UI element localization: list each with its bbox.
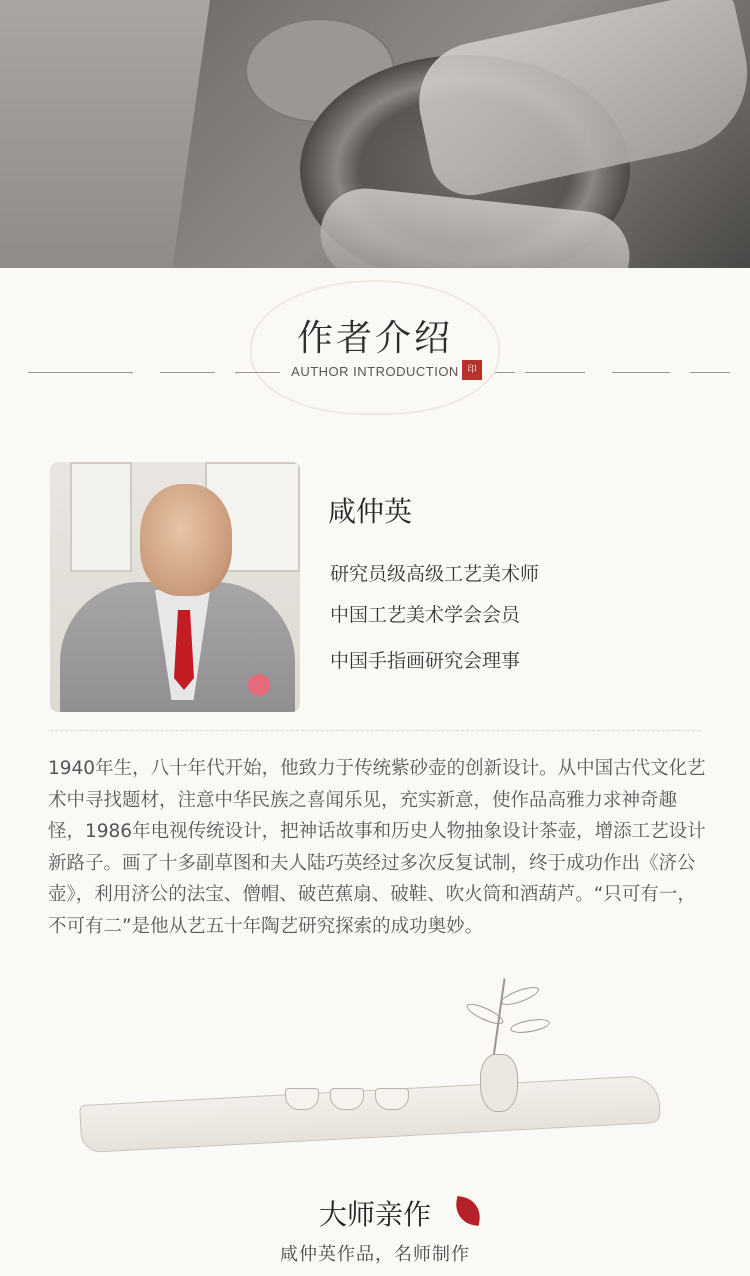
author-title: 研究员级高级工艺美术师	[330, 563, 540, 585]
author-portrait	[50, 462, 300, 712]
author-name: 咸仲英	[328, 495, 413, 528]
footer-subtitle: 咸仲英作品，名师制作	[280, 1244, 470, 1265]
section-title: 作者介绍	[296, 318, 453, 359]
footer-title: 大师亲作	[318, 1198, 431, 1231]
divider-line	[612, 372, 670, 373]
portrait-background-poster	[70, 462, 132, 572]
divider-line	[690, 372, 730, 373]
tea-cup-icon	[285, 1088, 319, 1110]
hero-hand-with-caliper	[408, 0, 750, 203]
tea-cup-icon	[375, 1088, 409, 1110]
seal-stamp-icon: 印	[462, 360, 482, 380]
section-header	[0, 280, 750, 420]
hero-clay-board	[0, 0, 210, 268]
divider-line	[160, 372, 215, 373]
tea-set-illustration	[70, 970, 670, 1170]
portrait-corsage	[248, 674, 270, 696]
leaf-icon	[509, 1017, 550, 1036]
divider-line	[28, 372, 133, 373]
leaf-icon	[499, 984, 541, 1009]
dotted-separator	[50, 730, 700, 731]
author-title: 中国工艺美术学会会员	[330, 604, 521, 626]
tea-cup-icon	[330, 1088, 364, 1110]
portrait-head	[140, 484, 232, 596]
section-subtitle: AUTHOR INTRODUCTION	[291, 364, 459, 379]
hero-photo-pottery-wheel	[0, 0, 750, 268]
author-profile	[0, 440, 750, 740]
divider-line	[525, 372, 585, 373]
divider-line	[235, 372, 280, 373]
vase-icon	[480, 1054, 518, 1112]
divider-line	[495, 372, 515, 373]
tea-tray	[79, 1075, 661, 1153]
author-biography: 1940年生，八十年代开始，他致力于传统紫砂壶的创新设计。从中国古代文化艺术中寻找题材，注意中华民族之喜闻乐见，充实新意，使作品高雅力求神奇趣怪，1986年电视传统设计，把神话故事和历史人物抽象设计茶壶，增添工艺设计新路子。画了十多副草图和夫人陆巧英经过多次反复试制，终于成功作出《济公壶》，利用济公的法宝、僧帽、破芭蕉扇、破鞋、吹火筒和酒葫芦。“只可有一，不可有二”是他从艺五十年陶艺研究探索的成功奥妙。	[48, 758, 706, 937]
author-title: 中国手指画研究会理事	[330, 650, 521, 672]
